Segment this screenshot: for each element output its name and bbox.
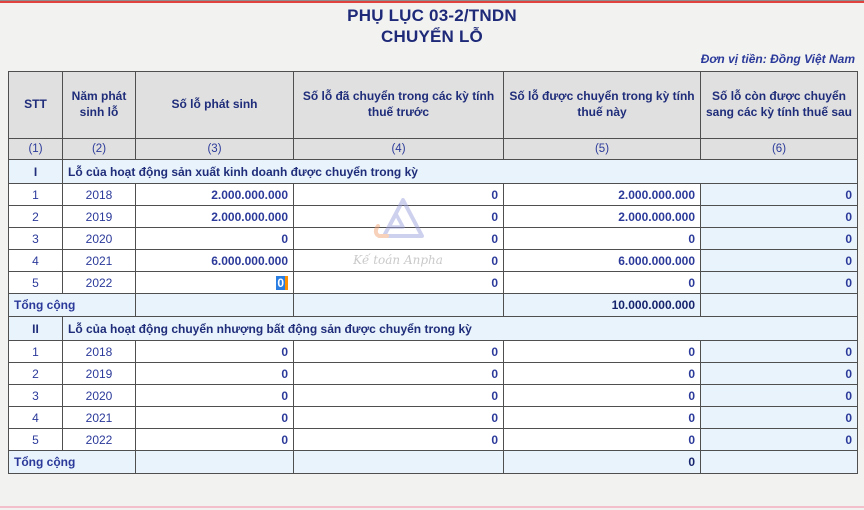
loss-remaining-cell: 0 (701, 341, 858, 363)
loss-carried-current-cell[interactable]: 0 (504, 228, 701, 250)
loss-year-cell: 2021 (63, 250, 136, 272)
loss-carried-current-cell[interactable]: 0 (504, 363, 701, 385)
loss-incurred-cell[interactable] (136, 272, 294, 294)
row-number-cell: 2 (9, 363, 63, 385)
loss-remaining-cell: 0 (701, 206, 858, 228)
total-loss-carried-prior-cell (294, 294, 504, 317)
total-row (9, 294, 858, 317)
table-row (9, 407, 858, 429)
col-header-loss-incurred: Số lỗ phát sinh (136, 72, 294, 139)
loss-remaining-cell: 0 (701, 385, 858, 407)
loss-carried-current-cell[interactable]: 6.000.000.000 (504, 250, 701, 272)
loss-remaining-cell: 0 (701, 250, 858, 272)
col-index-6: (6) (701, 139, 858, 160)
loss-carried-current-cell[interactable]: 0 (504, 272, 701, 294)
loss-carried-prior-cell[interactable]: 0 (294, 250, 504, 272)
title-block (0, 5, 864, 47)
row-number-cell: 5 (9, 272, 63, 294)
loss-carried-current-cell[interactable]: 0 (504, 407, 701, 429)
loss-carried-current-cell[interactable]: 2.000.000.000 (504, 206, 701, 228)
col-index-2: (2) (63, 139, 136, 160)
row-number-cell: 5 (9, 429, 63, 451)
loss-carried-prior-cell[interactable]: 0 (294, 206, 504, 228)
loss-remaining-cell: 0 (701, 429, 858, 451)
loss-carried-prior-cell[interactable]: 0 (294, 228, 504, 250)
table-row (9, 385, 858, 407)
row-number-cell: 3 (9, 228, 63, 250)
total-loss-incurred-cell (136, 294, 294, 317)
column-index-row (9, 139, 858, 160)
loss-incurred-cell[interactable]: 0 (136, 385, 294, 407)
section-label: Lỗ của hoạt động sản xuất kinh doanh được chuyển trong kỳ (63, 160, 858, 184)
col-header-loss-carried-prior: Số lỗ đã chuyển trong các kỳ tính thuế trước (294, 72, 504, 139)
row-number-cell: 3 (9, 385, 63, 407)
loss-year-cell: 2019 (63, 363, 136, 385)
table-row (9, 206, 858, 228)
loss-year-cell: 2022 (63, 272, 136, 294)
loss-year-cell: 2022 (63, 429, 136, 451)
loss-carried-prior-cell[interactable]: 0 (294, 363, 504, 385)
loss-incurred-cell[interactable]: 0 (136, 341, 294, 363)
col-header-stt: STT (9, 72, 63, 139)
total-label: Tổng cộng (9, 451, 136, 474)
loss-carried-current-cell[interactable]: 0 (504, 341, 701, 363)
watermark-text: Kế toán Anpha (353, 253, 443, 267)
row-number-cell: 4 (9, 407, 63, 429)
table-row (9, 184, 858, 206)
loss-carried-current-cell[interactable]: 0 (504, 429, 701, 451)
table-row (9, 228, 858, 250)
section-id: II (9, 317, 63, 341)
section-header-row (9, 317, 858, 341)
total-loss-remaining-cell (701, 451, 858, 474)
loss-incurred-cell[interactable]: 0 (136, 228, 294, 250)
loss-incurred-cell[interactable]: 0 (136, 429, 294, 451)
top-red-accent-line (0, 1, 864, 3)
table-row (9, 272, 858, 294)
loss-carried-prior-cell[interactable]: 0 (294, 429, 504, 451)
loss-carried-current-cell[interactable]: 2.000.000.000 (504, 184, 701, 206)
section-id: I (9, 160, 63, 184)
loss-carried-prior-cell[interactable]: 0 (294, 184, 504, 206)
total-loss-carried-current-cell: 0 (504, 451, 701, 474)
loss-carried-prior-cell[interactable]: 0 (294, 272, 504, 294)
form-subtitle: CHUYỂN LỖ (381, 27, 483, 46)
loss-carried-current-cell[interactable]: 0 (504, 385, 701, 407)
table-header-row (9, 72, 858, 139)
loss-carryforward-table (8, 71, 858, 474)
row-number-cell: 1 (9, 184, 63, 206)
row-number-cell: 4 (9, 250, 63, 272)
total-loss-carried-current-cell: 10.000.000.000 (504, 294, 701, 317)
loss-year-cell: 2019 (63, 206, 136, 228)
table-row (9, 429, 858, 451)
loss-remaining-cell: 0 (701, 407, 858, 429)
loss-incurred-cell[interactable]: 6.000.000.000 (136, 250, 294, 272)
table-row (9, 341, 858, 363)
loss-year-cell: 2021 (63, 407, 136, 429)
loss-remaining-cell: 0 (701, 228, 858, 250)
loss-incurred-cell[interactable]: 2.000.000.000 (136, 184, 294, 206)
section-header-row (9, 160, 858, 184)
loss-carried-prior-cell[interactable]: 0 (294, 407, 504, 429)
col-header-loss-remaining: Số lỗ còn được chuyển sang các kỳ tính thuế sau (701, 72, 858, 139)
loss-remaining-cell: 0 (701, 363, 858, 385)
loss-incurred-cell[interactable]: 0 (136, 407, 294, 429)
col-index-1: (1) (9, 139, 63, 160)
col-index-3: (3) (136, 139, 294, 160)
col-header-loss-year: Năm phát sinh lỗ (63, 72, 136, 139)
col-header-loss-carried-current: Số lỗ được chuyển trong kỳ tính thuế này (504, 72, 701, 139)
form-title: PHỤ LỤC 03-2/TNDN (347, 6, 517, 25)
loss-year-cell: 2020 (63, 385, 136, 407)
row-number-cell: 2 (9, 206, 63, 228)
currency-unit-note: Đơn vị tiền: Đồng Việt Nam (700, 52, 855, 66)
col-index-5: (5) (504, 139, 701, 160)
bottom-pink-line (0, 506, 864, 508)
loss-remaining-cell: 0 (701, 272, 858, 294)
total-loss-carried-prior-cell (294, 451, 504, 474)
section-label: Lỗ của hoạt động chuyển nhượng bất động sản được chuyển trong kỳ (63, 317, 858, 341)
loss-year-cell: 2018 (63, 341, 136, 363)
loss-carried-prior-cell[interactable]: 0 (294, 385, 504, 407)
col-index-4: (4) (294, 139, 504, 160)
total-loss-remaining-cell (701, 294, 858, 317)
row-number-cell: 1 (9, 341, 63, 363)
table-row (9, 250, 858, 272)
loss-year-cell: 2018 (63, 184, 136, 206)
total-row (9, 451, 858, 474)
total-loss-incurred-cell (136, 451, 294, 474)
loss-incurred-cell[interactable]: 2.000.000.000 (136, 206, 294, 228)
loss-carried-prior-cell[interactable]: 0 (294, 341, 504, 363)
table-row (9, 363, 858, 385)
loss-remaining-cell: 0 (701, 184, 858, 206)
loss-year-cell: 2020 (63, 228, 136, 250)
loss-incurred-cell[interactable]: 0 (136, 363, 294, 385)
total-label: Tổng cộng (9, 294, 136, 317)
selected-cell-value[interactable]: 0 (276, 276, 288, 290)
